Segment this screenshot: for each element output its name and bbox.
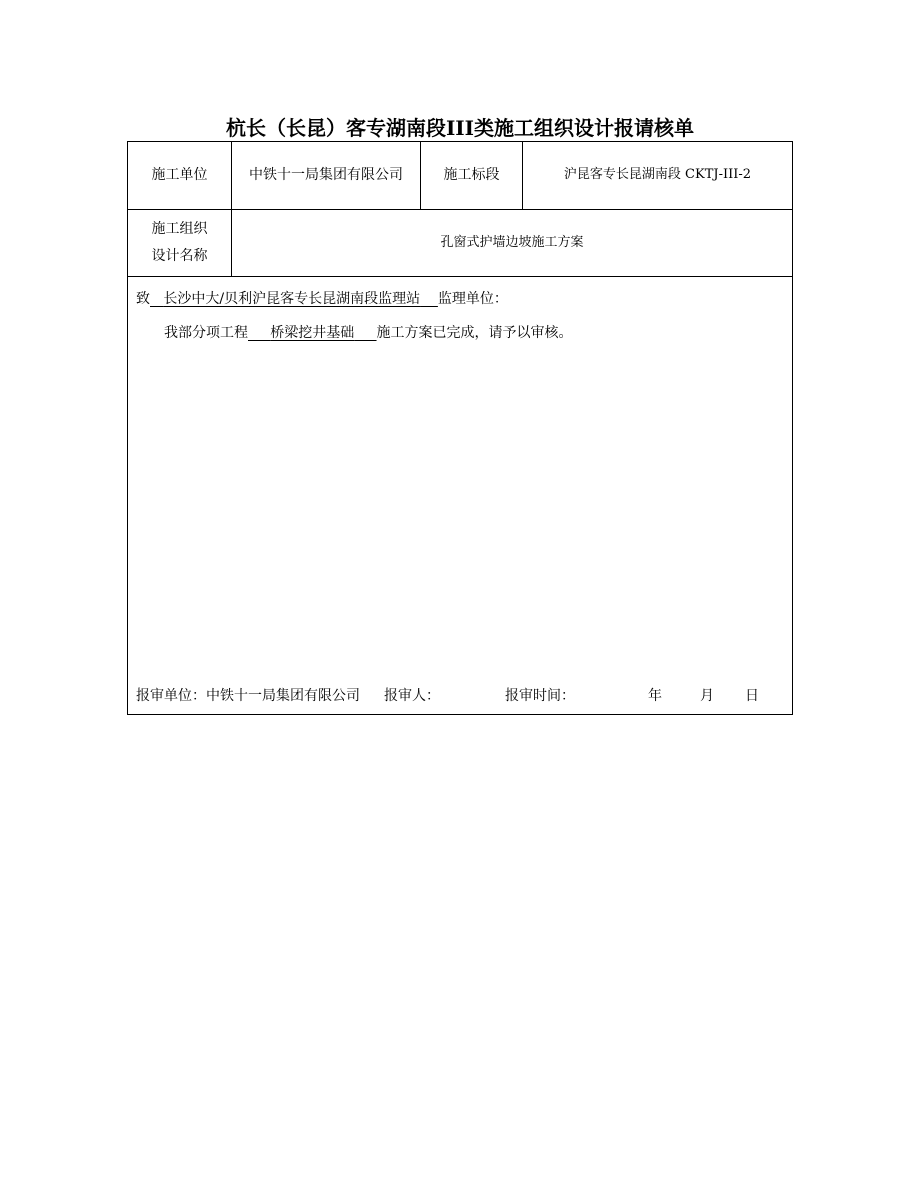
day-label: 日 [745,688,759,704]
design-name-label-line1: 施工组织 [151,221,208,238]
addressee-prefix: 致 [136,291,150,307]
addressee-target: 长沙中大/贝利沪昆客专长昆湖南段监理站 [163,291,421,307]
project-name: 桥梁挖井基础 [270,325,355,341]
request-line [164,322,573,342]
submitter-label: 报审人： [384,688,440,704]
design-name-value: 孔窗式护墙边坡施工方案 [440,234,584,250]
design-name-label-line2: 设计名称 [151,248,208,264]
request-prefix: 我部分项工程 [164,325,248,341]
submit-time-label: 报审时间： [505,688,575,704]
row-divider-2 [128,276,792,277]
design-name-label [128,210,231,276]
request-suffix: 施工方案已完成，请予以审核。 [376,325,573,341]
month-label: 月 [700,688,714,704]
review-form [127,141,793,715]
addressee-suffix: 监理单位： [437,291,508,307]
addressee-line [136,288,508,308]
section-value: 沪昆客专长昆湖南段 CKTJ-III-2 [563,167,752,183]
unit-value: 中铁十一局集团有限公司 [249,167,403,184]
form-title: 杭长（长昆）客专湖南段III类施工组织设计报请核单 [225,116,695,140]
unit-label: 施工单位 [151,167,208,184]
year-label: 年 [648,688,662,704]
submit-unit: 报审单位：中铁十一局集团有限公司 [136,688,360,704]
section-label: 施工标段 [443,167,500,184]
